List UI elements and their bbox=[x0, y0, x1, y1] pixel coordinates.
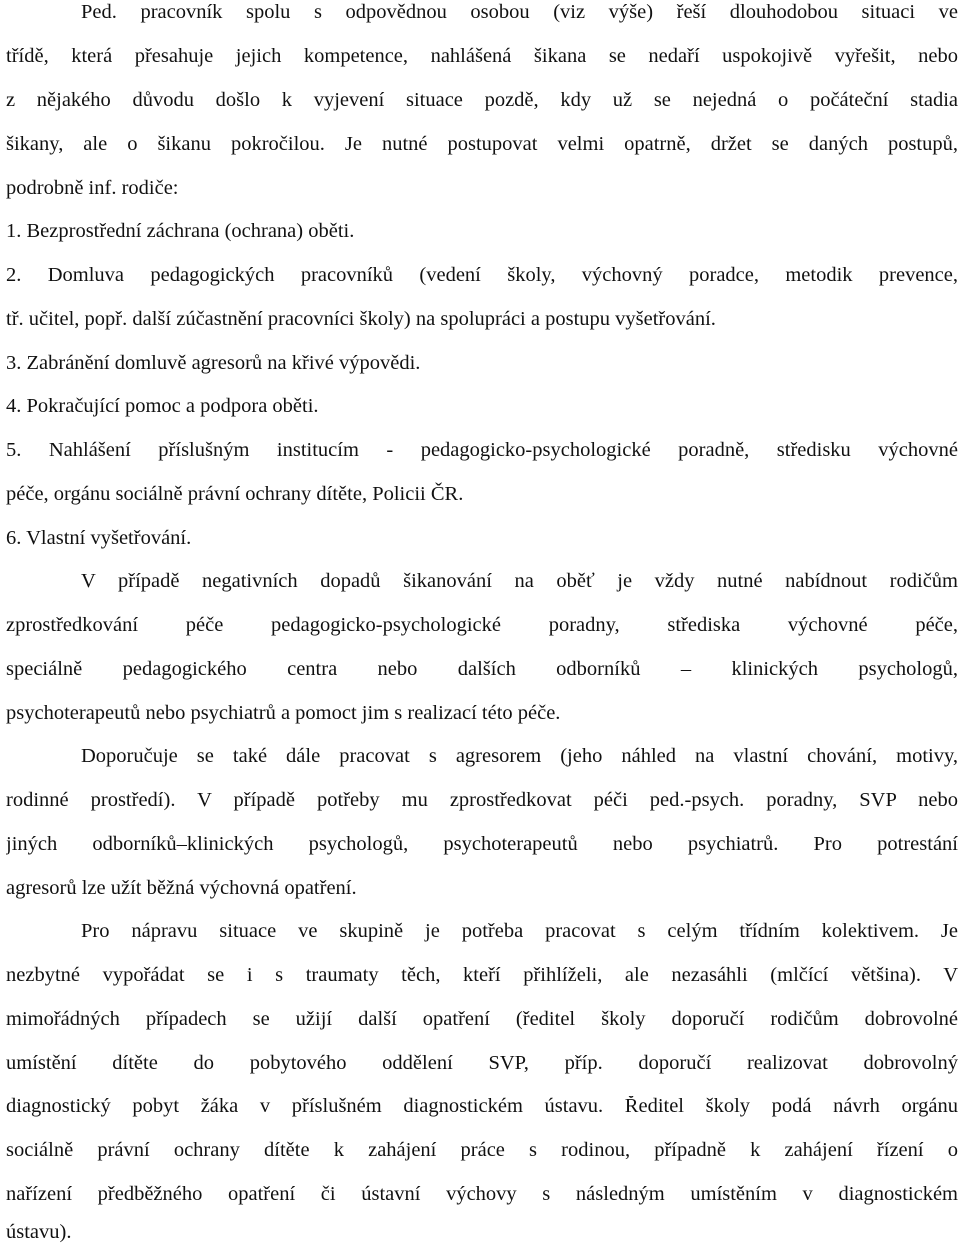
list-item-3: 3. Zabránění domluvě agresorů na křivé výpovědi. bbox=[6, 352, 421, 374]
paragraph-3-line-3: jiných odborníků–klinických psychologů, psychoterapeutů nebo psychiatrů. Pro potrestání bbox=[6, 834, 958, 855]
paragraph-4-line-1: Pro nápravu situace ve skupině je potřeba pracovat s celým třídním kolektivem. Je bbox=[81, 921, 958, 942]
list-item-5-cont: péče, orgánu sociálně právní ochrany dítěte, Policii ČR. bbox=[6, 483, 464, 505]
paragraph-4-line-5: diagnostický pobyt žáka v příslušném diagnostickém ústavu. Ředitel školy podá návrh orgánu bbox=[6, 1096, 958, 1117]
paragraph-4-line-6: sociálně právní ochrany dítěte k zahájení práce s rodinou, případně k zahájení řízení o bbox=[6, 1140, 958, 1161]
list-item-4: 4. Pokračující pomoc a podpora oběti. bbox=[6, 395, 319, 417]
text-line-3: z nějakého důvodu došlo k vyjevení situace pozdě, kdy už se nejedná o počáteční stadia bbox=[6, 90, 958, 111]
paragraph-4-line-4: umístění dítěte do pobytového oddělení SVP, příp. doporučí realizovat dobrovolný bbox=[6, 1053, 958, 1074]
list-item-5: 5. Nahlášení příslušným institucím - pedagogicko-psychologické poradně, středisku výchovné bbox=[6, 440, 958, 461]
list-item-6: 6. Vlastní vyšetřování. bbox=[6, 527, 192, 549]
paragraph-3-line-1: Doporučuje se také dále pracovat s agresorem (jeho náhled na vlastní chování, motivy, bbox=[81, 746, 958, 767]
paragraph-4-line-8: ústavu). bbox=[6, 1221, 72, 1243]
text-line-5: podrobně inf. rodiče: bbox=[6, 177, 179, 199]
paragraph-4-line-3: mimořádných případech se užijí další opatření (ředitel školy doporučí rodičům dobrovolné bbox=[6, 1009, 958, 1030]
paragraph-2-line-1: V případě negativních dopadů šikanování na oběť je vždy nutné nabídnout rodičům bbox=[81, 571, 958, 592]
list-item-1: 1. Bezprostřední záchrana (ochrana) oběti. bbox=[6, 220, 355, 242]
list-item-2: 2. Domluva pedagogických pracovníků (vedení školy, výchovný poradce, metodik prevence, bbox=[6, 265, 958, 286]
paragraph-2-line-2: zprostředkování péče pedagogicko-psychologické poradny, střediska výchovné péče, bbox=[6, 615, 958, 636]
paragraph-3-line-4: agresorů lze užít běžná výchovná opatření. bbox=[6, 877, 357, 899]
text-line-2: třídě, která přesahuje jejich kompetence, nahlášená šikana se nedaří uspokojivě vyřešit, nebo bbox=[6, 46, 958, 67]
list-item-2-cont: tř. učitel, popř. další zúčastnění pracovníci školy) na spolupráci a postupu vyšetřování. bbox=[6, 308, 716, 330]
paragraph-3-line-2: rodinné prostředí). V případě potřeby mu zprostředkovat péči ped.-psych. poradny, SVP nebo bbox=[6, 790, 958, 811]
paragraph-4-line-7: nařízení předběžného opatření či ústavní výchovy s následným umístěním v diagnostickém bbox=[6, 1184, 958, 1205]
text-line-1: Ped. pracovník spolu s odpovědnou osobou (viz výše) řeší dlouhodobou situaci ve bbox=[81, 2, 958, 23]
paragraph-2-line-3: speciálně pedagogického centra nebo dalších odborníků – klinických psychologů, bbox=[6, 659, 958, 680]
paragraph-2-line-4: psychoterapeutů nebo psychiatrů a pomoct jim s realizací této péče. bbox=[6, 702, 561, 724]
paragraph-4-line-2: nezbytné vypořádat se i s traumaty těch, kteří přihlíželi, ale nezasáhli (mlčící většina). V bbox=[6, 965, 958, 986]
text-line-4: šikany, ale o šikanu pokročilou. Je nutné postupovat velmi opatrně, držet se daných postupů, bbox=[6, 134, 958, 155]
